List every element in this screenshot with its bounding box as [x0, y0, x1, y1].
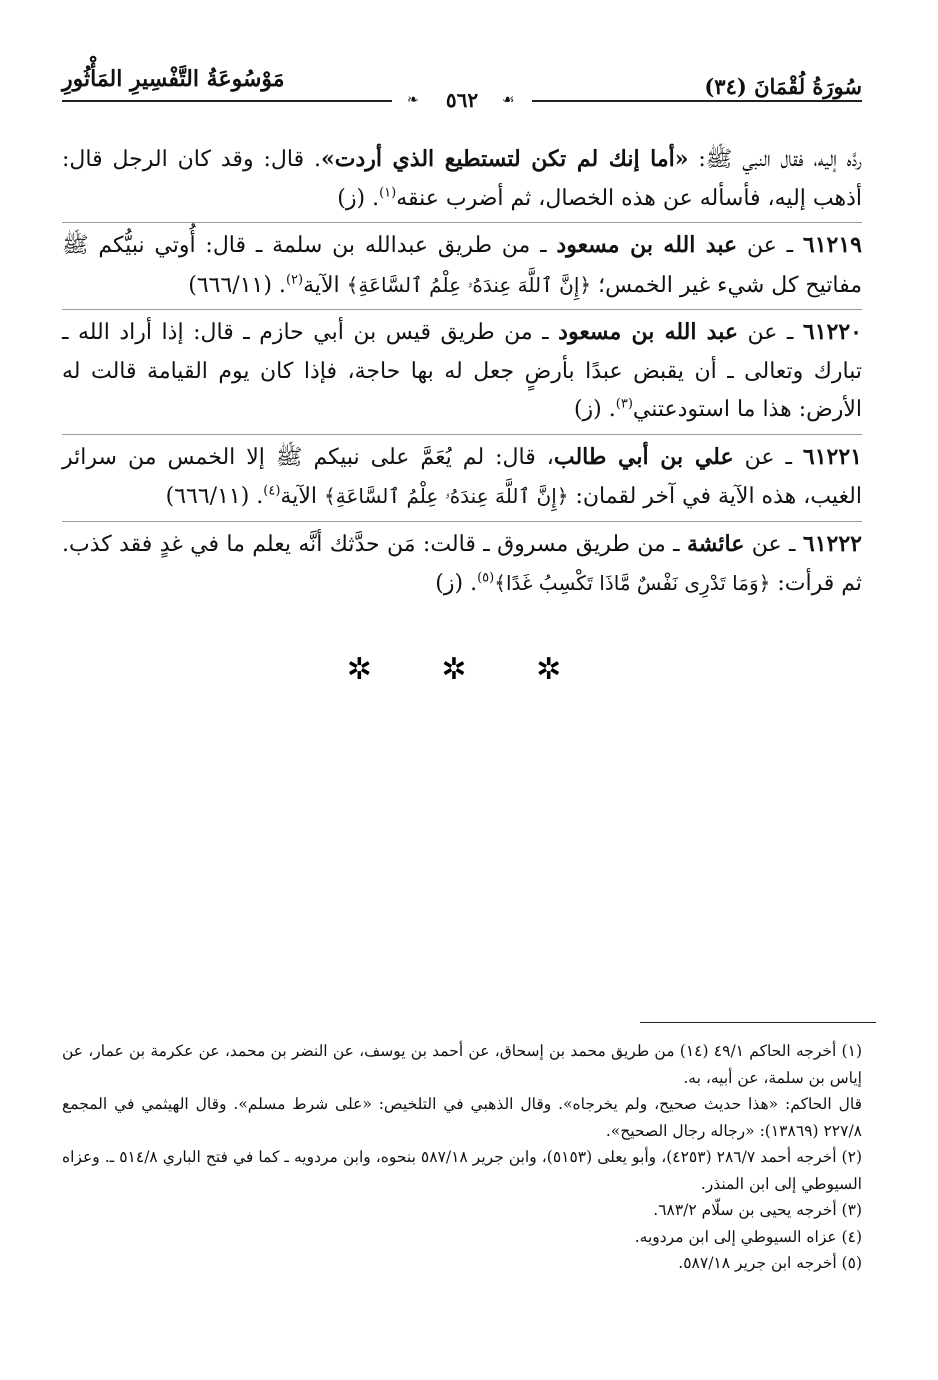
- hadith-61220: [62, 313, 862, 430]
- section-end-stars-icon: ✲ ✲ ✲: [346, 652, 592, 687]
- hadith-61219: [62, 226, 862, 305]
- section-divider: [62, 309, 862, 310]
- text-segment: . (ز): [337, 185, 380, 211]
- text-segment: ـ عن: [737, 233, 803, 258]
- hadith-number: ٦١٢٢٠: [802, 319, 862, 345]
- text-segment: ـ من طريق عبدالله بن سلمة ـ قال: أُوتي نبيُّكم ﷺ مفاتيح كل شيء غير الخمس؛: [62, 233, 862, 298]
- page-number: ٥٦٢: [422, 88, 502, 112]
- prophet-quote: «أما إنك لم تكن لتستطيع الذي أردت»: [320, 146, 689, 172]
- quran-verse: ﴿إِنَّ ٱللَّهَ عِندَهُۥ عِلْمُ ٱلسَّاعَةِ﴾: [324, 484, 569, 508]
- hadith-61222: [62, 525, 862, 604]
- header-rule-left: [62, 100, 392, 102]
- narrator-name: عائشة: [687, 530, 745, 557]
- paragraph-continuation: [62, 140, 862, 218]
- section-divider: [62, 521, 862, 522]
- page-header: [62, 60, 862, 118]
- surah-title: سُورَةُ لُقْمَانَ (٣٤): [704, 74, 862, 99]
- text-segment: . (ز): [573, 397, 616, 422]
- text-segment: . (ز): [435, 571, 478, 596]
- text-segment: الآية: [303, 272, 347, 298]
- text-segment: ـ عن: [733, 444, 803, 470]
- header-rule-right: [532, 100, 862, 102]
- footnote-ref: (٤): [263, 483, 281, 499]
- hadith-number: ٦١٢١٩: [802, 232, 862, 258]
- footnote-5: (٥) أخرجه ابن جرير ٥٨٧/١٨.: [678, 1254, 862, 1272]
- footnote-ref: (٢): [285, 272, 304, 288]
- text-segment: ـ من طريق قيس بن أبي حازم ـ قال: إذا أراد الله ـ تبارك وتعالى ـ أن يقبض عبدًا بأرضٍ جعل له بها حاجة، فإذا كان يوم القيامة قالت له الأرض: هذا ما استودعتني: [62, 320, 862, 422]
- narrator-name: عبد الله بن مسعود: [556, 232, 738, 258]
- text-segment: . (٦٦٦/١١): [165, 484, 264, 509]
- text-segment: ، قال: لم يُعَمَّ على نبيكم ﷺ إلا الخمس من سرائر الغيب، هذه الآية في آخر لقمان:: [62, 444, 862, 509]
- quran-verse: ﴿وَمَا تَدْرِى نَفْسٌ مَّاذَا تَكْسِبُ غَدًا﴾: [494, 571, 771, 595]
- main-text: [62, 140, 862, 604]
- hadith-number: ٦١٢٢٢: [802, 530, 862, 557]
- text-segment: ـ من طريق مسروق ـ قالت: مَن حدَّثك أنَّه يعلم ما في غدٍ فقد كذب. ثم قرأت:: [62, 531, 862, 596]
- hadith-61221: [62, 438, 862, 517]
- ornament-left-icon: ❧: [407, 92, 419, 108]
- narrator-name: علي بن أبي طالب: [553, 443, 734, 470]
- footnote-ref: (٣): [615, 396, 633, 412]
- footnote-ref: (١): [379, 185, 397, 201]
- text-segment: ـ عن: [744, 531, 803, 557]
- text-segment: الآية: [280, 484, 324, 509]
- text-segment: ـ عن: [738, 320, 803, 345]
- footnote-4: (٤) عزاه السيوطي إلى ابن مردويه.: [634, 1227, 862, 1246]
- quran-verse: ﴿إِنَّ ٱللَّهَ عِندَهُۥ عِلْمُ ٱلسَّاعَةِ﴾: [346, 272, 592, 297]
- footnote-1-continued: قال الحاكم: «هذا حديث صحيح، ولم يخرجاه». وقال الذهبي في التلخيص: «على شرط مسلم». وقال الهيثمي في المجمع ٢٢٧/٨ (١٣٨٦٩): «رجاله رجال الصحيح».: [62, 1095, 862, 1140]
- ornament-right-icon: ☙: [502, 92, 515, 108]
- footnote-ref: (٥): [477, 570, 495, 586]
- section-divider: [62, 222, 862, 223]
- text-segment: . قال: وقد كان الرجل قال: أذهب إليه، فأسأله عن هذه الخصال، ثم أضرب عنقه: [62, 147, 862, 211]
- footnote-2: (٢) أخرجه أحمد ٢٨٦/٧ (٤٢٥٣)، وأبو يعلى (٥١٥٣)، وابن جرير ٥٨٧/١٨ بنحوه، وابن مردويه ـ كما في فتح الباري ٥١٤/٨ ـ. وعزاه السيوطي إلى ابن المنذر.: [62, 1148, 862, 1193]
- hadith-number: ٦١٢٢١: [802, 443, 862, 470]
- footnote-3: (٣) أخرجه يحيى بن سلّام ٦٨٣/٢.: [653, 1201, 862, 1219]
- narrator-name: عبد الله بن مسعود: [558, 319, 738, 345]
- encyclopedia-title: مَوْسُوعَةُ التَّفْسِيرِ المَأْثُورِ: [62, 66, 285, 92]
- footnote-rule: [640, 1022, 876, 1023]
- text-segment: . (٦٦٦/١١): [188, 272, 286, 298]
- section-divider: [62, 434, 862, 435]
- text-segment: ردَّه إليه، فقال النبي ﷺ:: [688, 147, 862, 172]
- footnotes: [62, 1038, 862, 1277]
- footnote-1: (١) أخرجه الحاكم ٤٩/١ (١٤) من طريق محمد بن إسحاق، عن أحمد بن يوسف، عن النضر بن محمد، عن عكرمة بن عمار، عن إياس بن سلمة، عن أبيه، به.: [62, 1042, 862, 1087]
